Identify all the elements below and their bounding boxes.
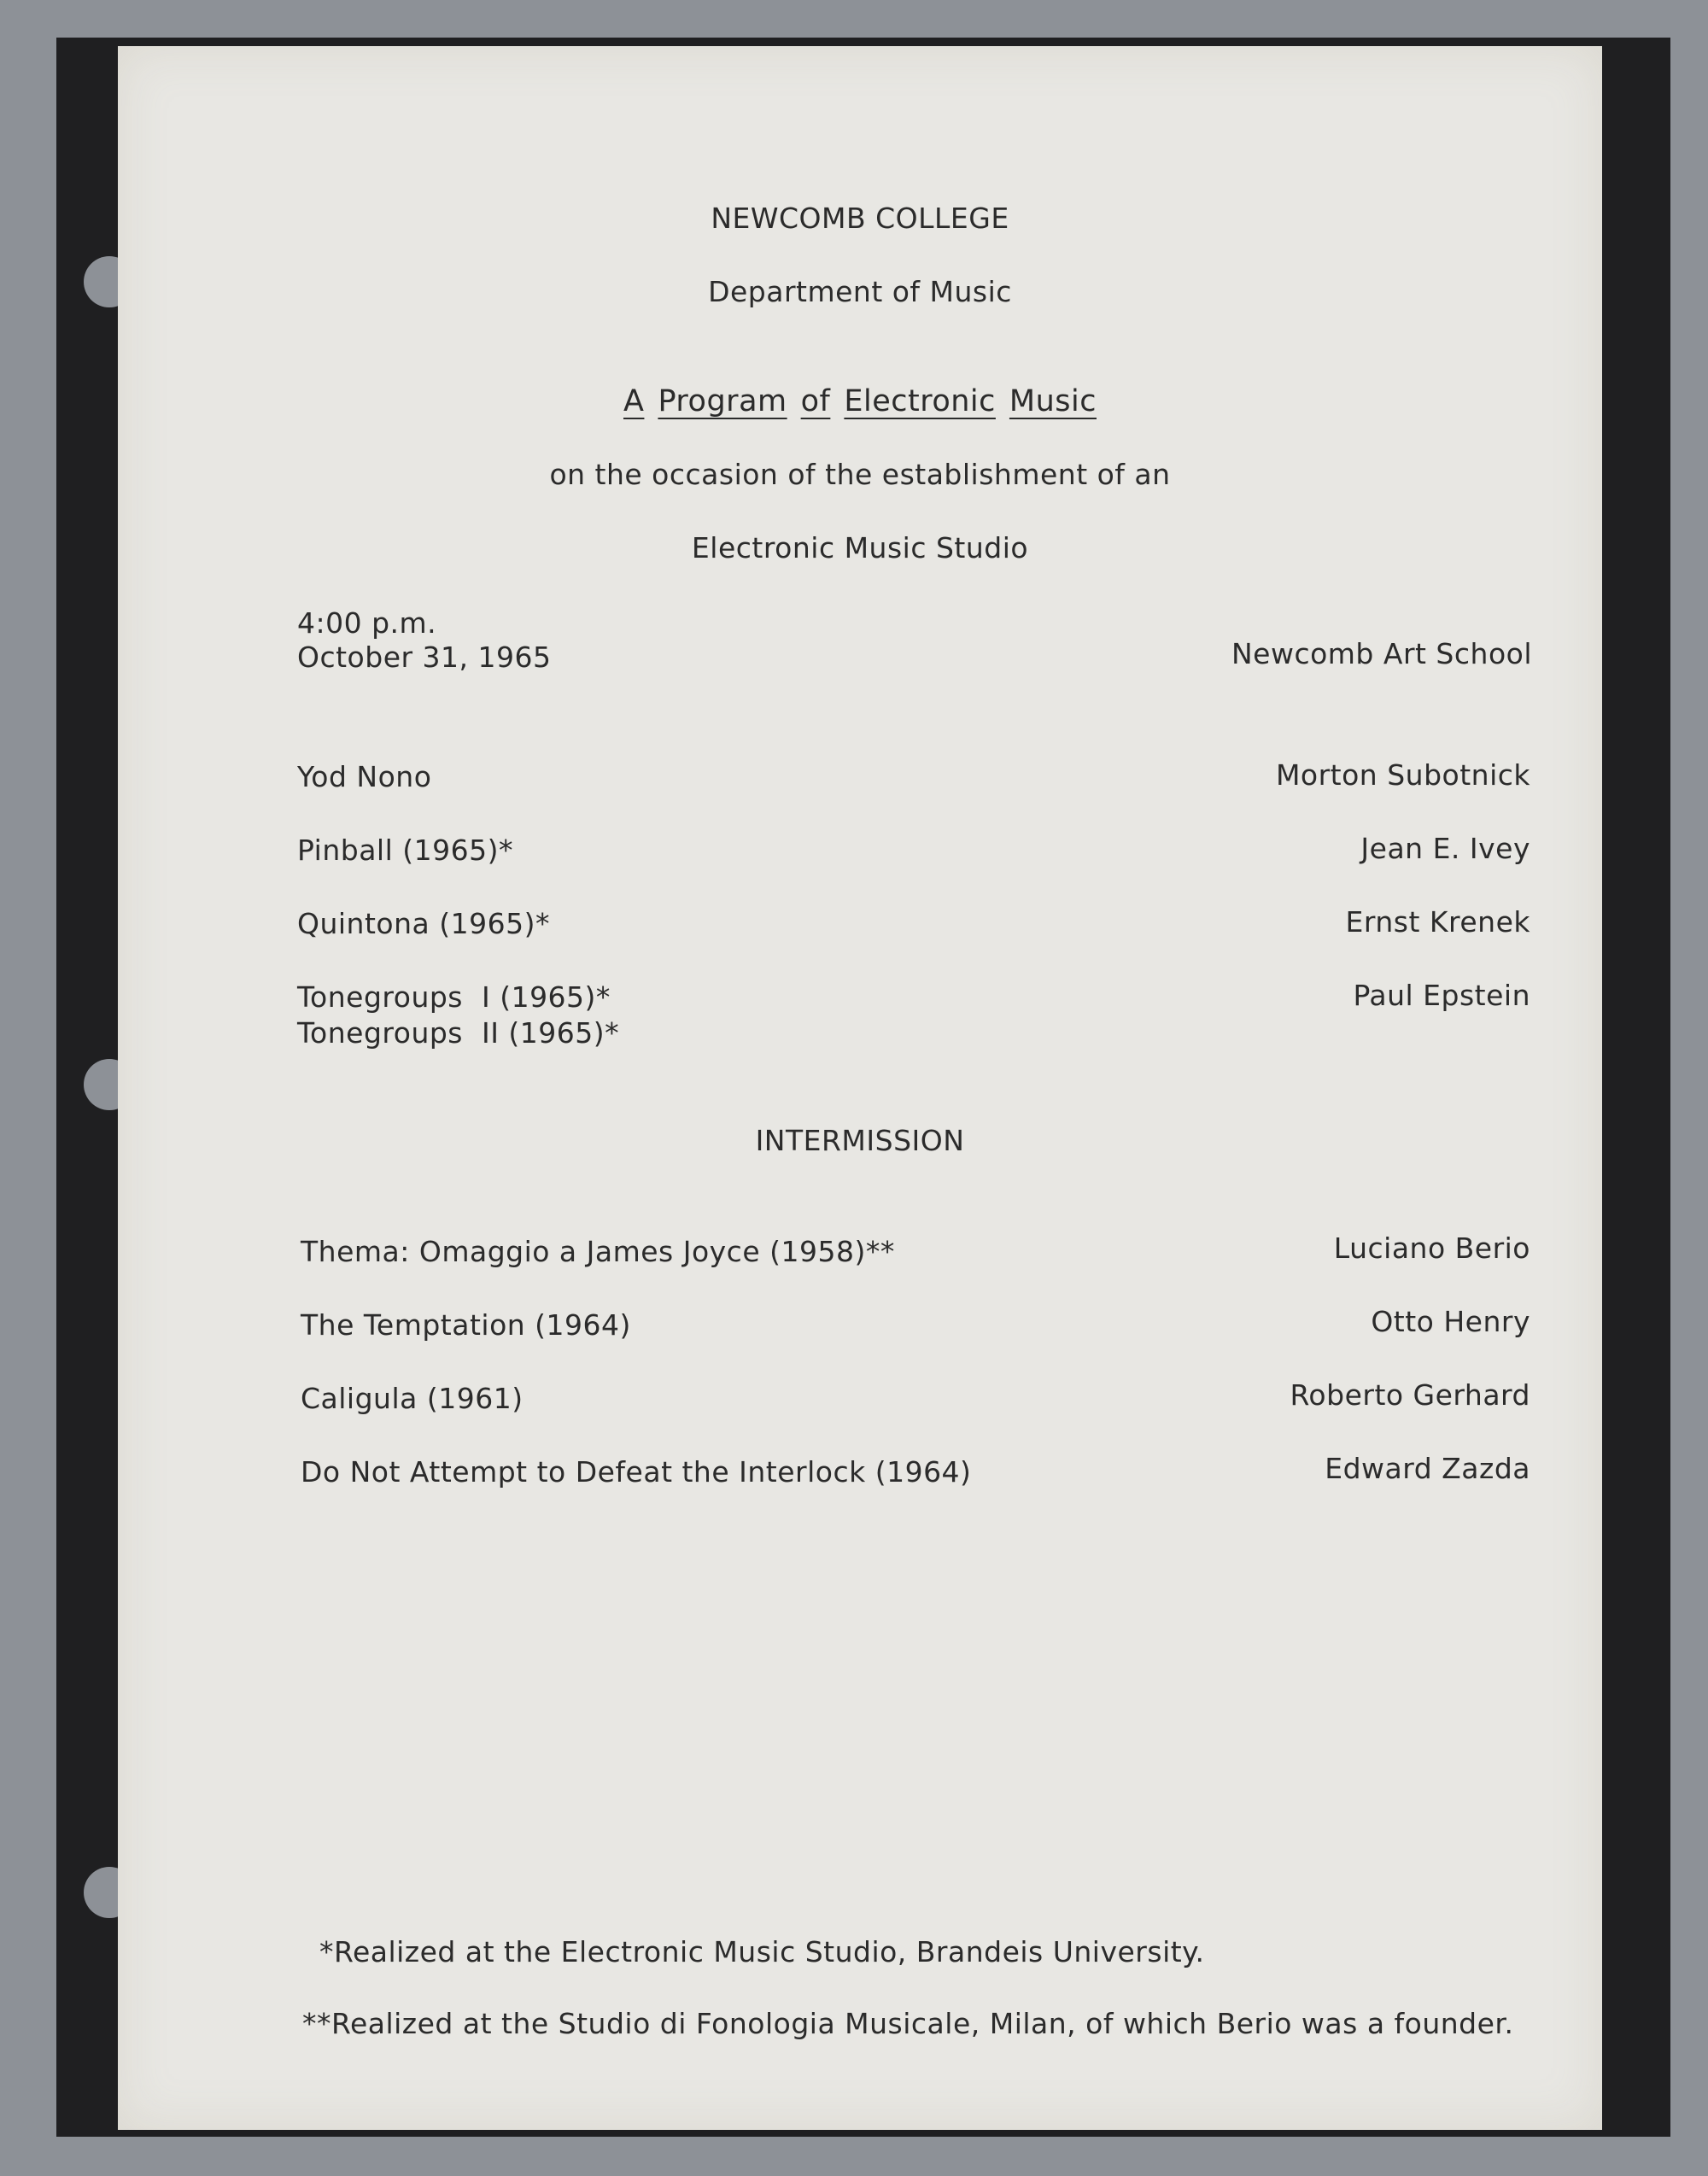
work-title: Pinball (1965)* [297, 834, 513, 867]
composer-name: Morton Subotnick [1275, 758, 1530, 792]
program-title-word: Electronic [844, 384, 996, 418]
program-title-word: A [623, 384, 645, 418]
composer-name: Edward Zazda [1325, 1452, 1530, 1485]
program-title-word: Program [658, 384, 787, 418]
work-title: The Temptation (1964) [301, 1308, 631, 1342]
work-title: Tonegroups I (1965)* [297, 980, 611, 1014]
event-date: October 31, 1965 [297, 641, 552, 674]
work-title: Thema: Omaggio a James Joyce (1958)** [301, 1235, 895, 1268]
composer-name: Luciano Berio [1333, 1231, 1530, 1265]
work-title: Quintona (1965)* [297, 907, 550, 940]
composer-name: Jean E. Ivey [1360, 832, 1530, 865]
composer-name: Otto Henry [1371, 1305, 1530, 1338]
composer-name: Roberto Gerhard [1290, 1378, 1530, 1412]
composer-name: Paul Epstein [1353, 979, 1530, 1012]
composer-name: Ernst Krenek [1345, 905, 1530, 939]
intermission-heading: INTERMISSION [755, 1124, 965, 1157]
event-venue: Newcomb Art School [1231, 637, 1532, 670]
program-title-word: of [800, 384, 831, 418]
occasion-line: on the occasion of the establishment of an [549, 458, 1171, 491]
work-title: Yod Nono [297, 760, 432, 793]
work-title: Caligula (1961) [301, 1382, 524, 1415]
department-name: Department of Music [708, 275, 1012, 308]
footnote-single-asterisk: *Realized at the Electronic Music Studio, Brandeis University. [319, 1935, 1205, 1968]
college-name: NEWCOMB COLLEGE [711, 202, 1009, 235]
program-title [118, 384, 1602, 418]
event-time: 4:00 p.m. [297, 606, 437, 640]
program-sheet [118, 46, 1602, 2130]
work-title: Tonegroups II (1965)* [297, 1016, 620, 1050]
work-title: Do Not Attempt to Defeat the Interlock (1964) [301, 1455, 972, 1489]
footnote-double-asterisk: **Realized at the Studio di Fonologia Musicale, Milan, of which Berio was a founder. [302, 2007, 1514, 2040]
program-title-word: Music [1009, 384, 1097, 418]
studio-line: Electronic Music Studio [691, 531, 1029, 564]
